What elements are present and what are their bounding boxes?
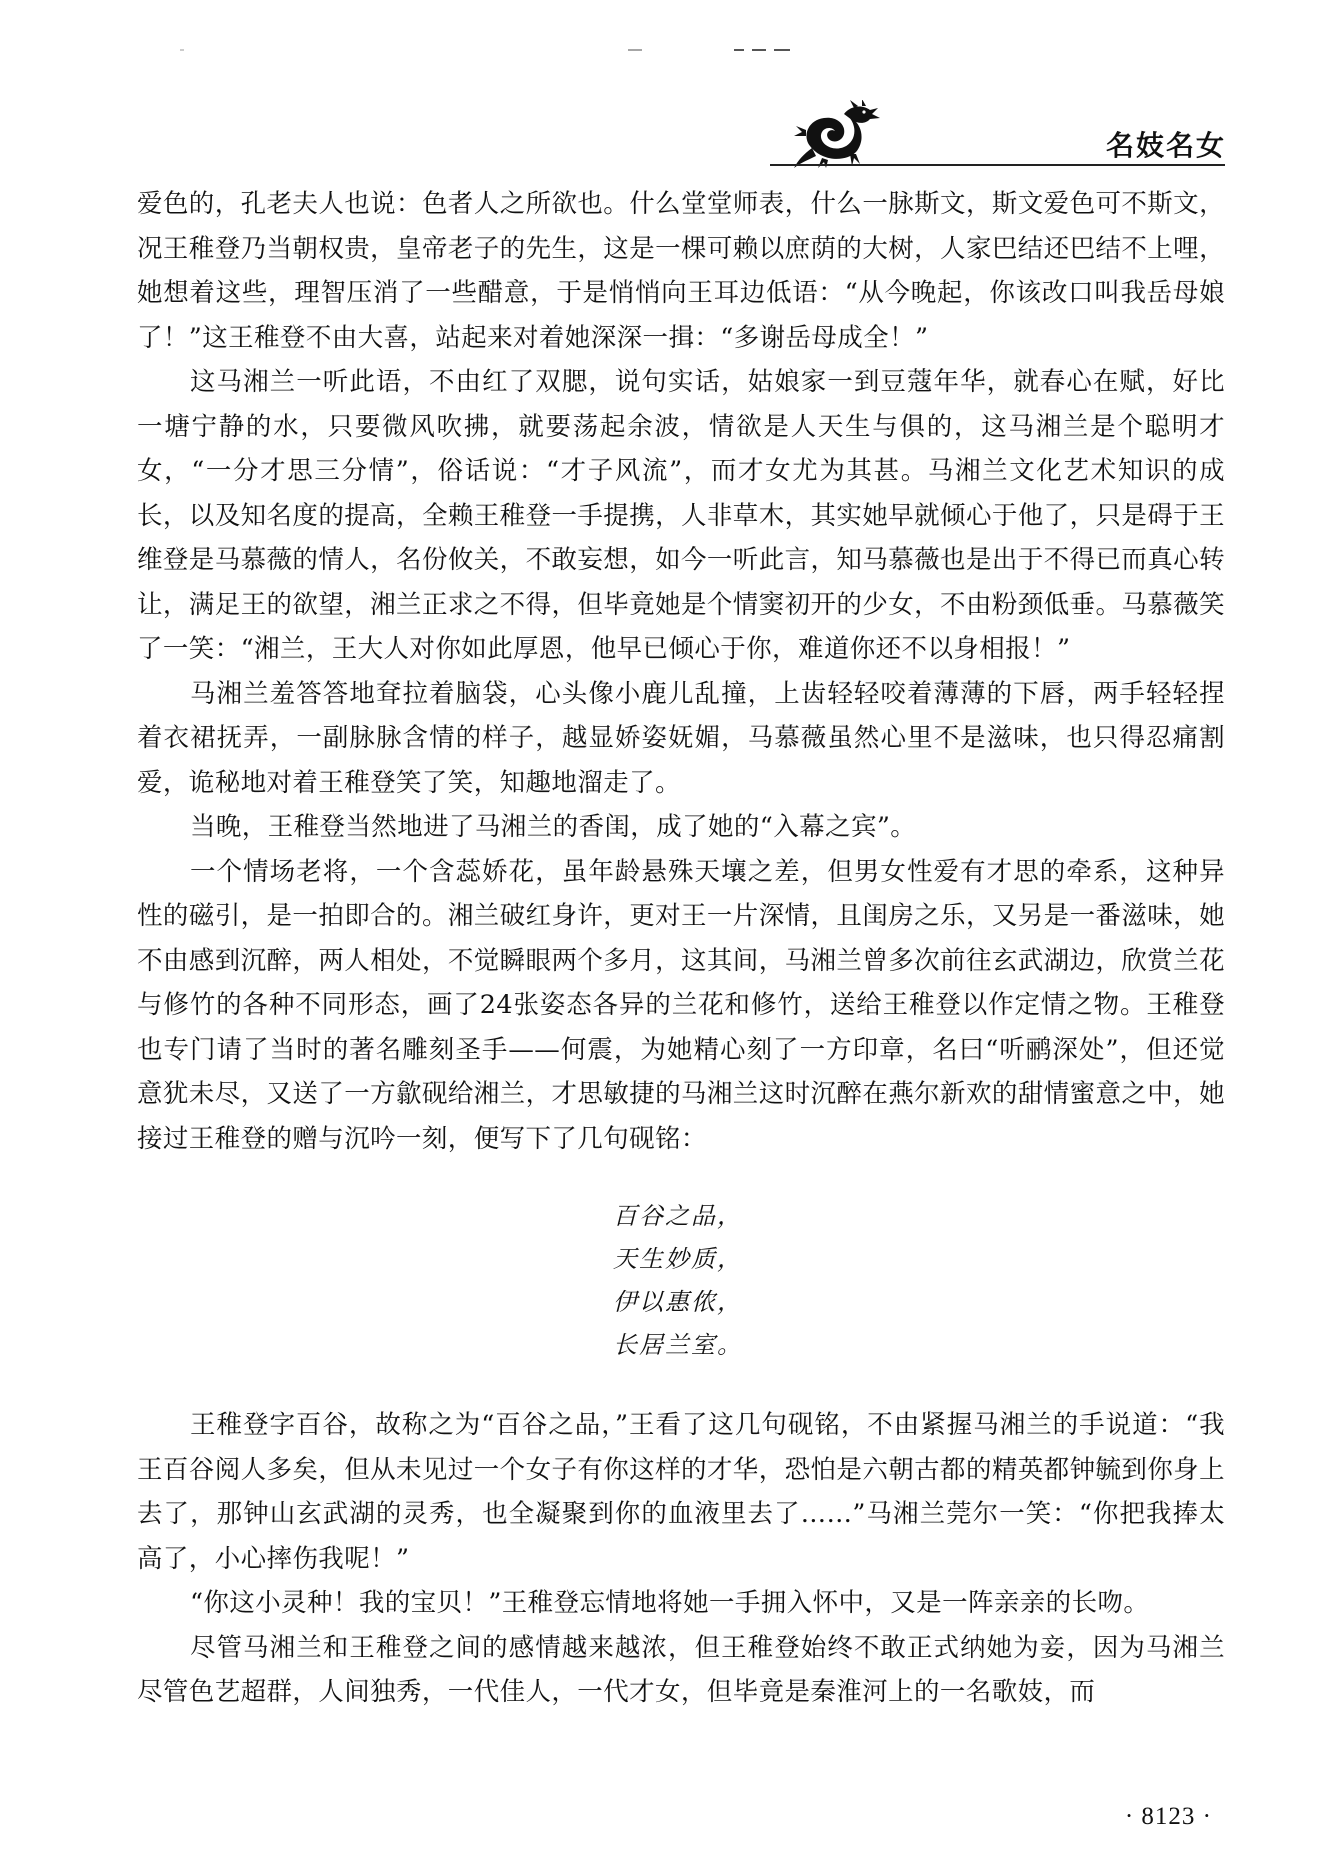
page-number: · 8123 ·	[1124, 1803, 1212, 1830]
section-title: 名妓名女	[1105, 129, 1226, 162]
header-rule	[770, 164, 1225, 166]
paragraph-5: 一个情场老将，一个含蕊娇花，虽年龄悬殊天壤之差，但男女性爱有才思的牵系，这种异性的磁引，是一拍即合的。湘兰破红身许，更对王一片深情，且闺房之乐，又另是一番滋味，她不由感到沉醉，两人相处，不觉瞬眼两个多月，这其间，马湘兰曾多次前往玄武湖边，欣赏兰花与修竹的各种不同形态，画了24张姿态各异的兰花和修竹，送给王稚登以作定情之物。王稚登也专门请了当时的著名雕刻圣手——何震，为她精心刻了一方印章，名曰“听鹂深处”，但还觉意犹未尽，又送了一方歙砚给湘兰，才思敏捷的马湘兰这时沉醉在燕尔新欢的甜情蜜意之中，她接过王稚登的赠与沉吟一刻，便写下了几句砚铭：	[137, 856, 1225, 1154]
scan-marks	[0, 44, 1322, 54]
paragraph-7: “你这小灵种！我的宝贝！”王稚登忘情地将她一手拥入怀中，又是一阵亲亲的长吻。	[190, 1588, 1150, 1618]
poem-line: 长居兰室。	[613, 1331, 743, 1359]
dragon-icon	[792, 100, 884, 170]
page-header	[0, 100, 1322, 170]
inkstone-inscription-poem	[137, 1195, 1225, 1367]
article-body	[137, 182, 1225, 1715]
paragraph-2: 这马湘兰一听此语，不由红了双腮，说句实话，姑娘家一到豆蔻年华，就春心在赋，好比一塘宁静的水，只要微风吹拂，就要荡起余波，情欲是人天生与俱的，这马湘兰是个聪明才女，“一分才思三分情”，俗话说：“才子风流”，而才女尤为其甚。马湘兰文化艺术知识的成长，以及知名度的提高，全赖王稚登一手提携，人非草木，其实她早就倾心于他了，只是碍于王维登是马慕薇的情人，名份攸关，不敢妄想，如今一听此言，知马慕薇也是出于不得已而真心转让，满足王的欲望，湘兰正求之不得，但毕竟她是个情窦初开的少女，不由粉颈低垂。马慕薇笑了一笑：“湘兰，王大人对你如此厚恩，他早已倾心于你，难道你还不以身相报！”	[137, 367, 1225, 664]
paragraph-4: 当晚，王稚登当然地进了马湘兰的香闺，成了她的“入幕之宾”。	[190, 812, 917, 842]
paragraph-3: 马湘兰羞答答地耷拉着脑袋，心头像小鹿儿乱撞，上齿轻轻咬着薄薄的下唇，两手轻轻捏着衣裙抚弄，一副脉脉含情的样子，越显娇姿妩媚，马慕薇虽然心里不是滋味，也只得忍痛割爱，诡秘地对着王稚登笑了笑，知趣地溜走了。	[137, 678, 1225, 798]
poem-line: 伊以惠侬，	[613, 1288, 743, 1316]
paragraph-6: 王稚登字百谷，故称之为“百谷之品，”王看了这几句砚铭，不由紧握马湘兰的手说道：“我王百谷阅人多矣，但从未见过一个女子有你这样的才华，恐怕是六朝古都的精英都钟毓到你身上去了，那钟山玄武湖的灵秀，也全凝聚到你的血液里去了……”马湘兰莞尔一笑：“你把我捧太高了，小心摔伤我呢！”	[137, 1410, 1225, 1574]
paragraph-1: 爱色的，孔老夫人也说：色者人之所欲也。什么堂堂师表，什么一脉斯文，斯文爱色可不斯文，况王稚登乃当朝权贵，皇帝老子的先生，这是一棵可赖以庶荫的大树，人家巴结还巴结不上哩，她想着这些，理智压消了一些醋意，于是悄悄向王耳边低语：“从今晚起，你该改口叫我岳母娘了！”这王稚登不由大喜，站起来对着她深深一揖：“多谢岳母成全！”	[137, 189, 1225, 353]
poem-line: 天生妙质，	[613, 1245, 743, 1273]
paragraph-8: 尽管马湘兰和王稚登之间的感情越来越浓，但王稚登始终不敢正式纳她为妾，因为马湘兰尽管色艺超群，人间独秀，一代佳人，一代才女，但毕竟是秦淮河上的一名歌妓，而	[137, 1632, 1225, 1707]
poem-line: 百谷之品，	[613, 1202, 743, 1230]
